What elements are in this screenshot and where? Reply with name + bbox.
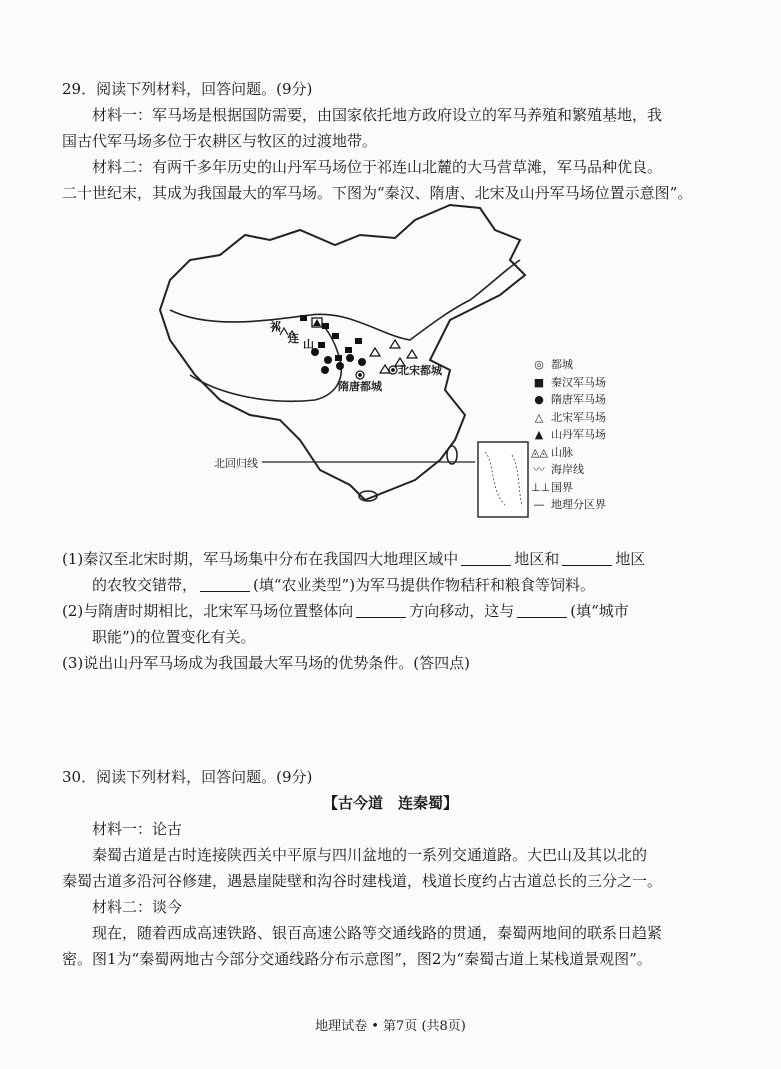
q30-material2-line2: 密。图1为“秦蜀两地古今部分交通线路分布示意图”，图2为“秦蜀古道上某栈道景观图”。 — [62, 950, 652, 968]
q29-sub2-line1: (2)与隋唐时期相比，北宋军马场位置整体向 方向移动，这与 (填“城市 — [62, 602, 629, 620]
region-boundary-tibet — [190, 318, 341, 401]
label-qi: 祁 — [270, 320, 281, 333]
q30-material1-title: 材料一：论古 — [92, 820, 183, 838]
triangle-icon: △ — [534, 410, 544, 424]
q30-material2-line1: 现在，随着西成高速铁路、银百高速公路等交通线路的贯通，秦蜀两地间的联系日趋紧 — [92, 924, 663, 942]
label-suitang-capital: 隋唐都城 — [338, 380, 382, 393]
label-lian: 连 — [288, 332, 299, 345]
q30-material1-line1: 秦蜀古道是古时连接陕西关中平原与四川盆地的一系列交通道路。大巴山及其以北的 — [92, 846, 648, 864]
south-china-sea-inset — [478, 442, 528, 517]
legend-label: 国界 — [551, 480, 573, 494]
q30-material2-title: 材料二：谈今 — [92, 898, 183, 916]
legend-item — [531, 463, 584, 477]
capital-icon: ◎ — [534, 358, 544, 371]
mountain-icon: ◬◬ — [531, 445, 548, 459]
black-circle-icon: ● — [534, 393, 544, 406]
legend-label: 山丹军马场 — [551, 428, 606, 441]
legend-label: 隋唐军马场 — [551, 393, 606, 406]
legend-label: 都城 — [551, 358, 573, 371]
page-footer: 地理试卷 • 第7页 (共8页) — [315, 1019, 466, 1034]
shandan-horse-farm — [312, 318, 322, 327]
legend-item — [531, 481, 573, 495]
region-boundary-icon: — — [533, 498, 545, 511]
bold-triangle-icon: ▲ — [534, 428, 544, 441]
q29-material2-line1: 材料二：有两千多年历史的山丹军马场位于祁连山北麓的大马营草滩，军马品种优良。 — [92, 158, 663, 176]
q30-material1-line2: 秦蜀古道多沿河谷修建，遇悬崖陡壁和沟谷时建栈道，栈道长度约占古道总长的三分之一。 — [62, 872, 663, 890]
legend-item — [531, 376, 606, 390]
legend-label: 海岸线 — [551, 463, 584, 476]
legend-label: 北宋军马场 — [551, 410, 606, 424]
label-shan: 山 — [303, 338, 314, 351]
legend-item — [531, 411, 606, 425]
q29-material1-line1: 材料一：军马场是根据国防需要，由国家依托地方政府设立的军马养殖和繁殖基地，我 — [92, 106, 663, 124]
q29-sub2-line2: 职能”)的位置变化有关。 — [92, 628, 256, 646]
q29-material1-line2: 国古代军马场多位于农耕区与牧区的过渡地带。 — [62, 132, 378, 150]
q29-material2-line2: 二十世纪末，其成为我国最大的军马场。下图为“秦汉、隋唐、北宋及山丹军马场位置示意图”。 — [62, 184, 693, 202]
legend-item — [531, 358, 573, 372]
q30-heading: 30．阅读下列材料，回答问题。(9分) — [62, 768, 313, 786]
legend-label: 地理分区界 — [551, 498, 606, 511]
q29-sub1-line1: (1)秦汉至北宋时期，军马场集中分布在我国四大地理区域中 地区和 地区 — [62, 550, 646, 568]
label-beisong-capital: 北宋都城 — [398, 364, 442, 377]
black-square-icon: ■ — [533, 375, 545, 389]
legend-item — [531, 393, 606, 407]
taiwan-island — [447, 446, 457, 464]
legend-item — [531, 446, 573, 460]
q29-sub3: (3)说出山丹军马场成为我国最大军马场的优势条件。(答四点) — [62, 654, 470, 672]
legend-label: 秦汉军马场 — [551, 375, 606, 389]
border-icon: ⊥⊥ — [531, 480, 551, 494]
q29-sub1-line2: 的农牧交错带， (填“农业类型”)为军马提供作物秸秆和粮食等饲料。 — [92, 576, 596, 594]
legend-item — [531, 428, 606, 442]
label-tropic-of-cancer: 北回归线 — [214, 457, 258, 470]
q30-section-title: 【古今道 连秦蜀】 — [322, 794, 458, 812]
legend-item — [531, 498, 606, 512]
legend-label: 山脉 — [551, 445, 573, 459]
q29-heading: 29．阅读下列材料，回答问题。(9分) — [62, 80, 313, 98]
coastline-icon: 〰 — [533, 463, 545, 476]
region-boundary-northwest — [170, 260, 520, 340]
